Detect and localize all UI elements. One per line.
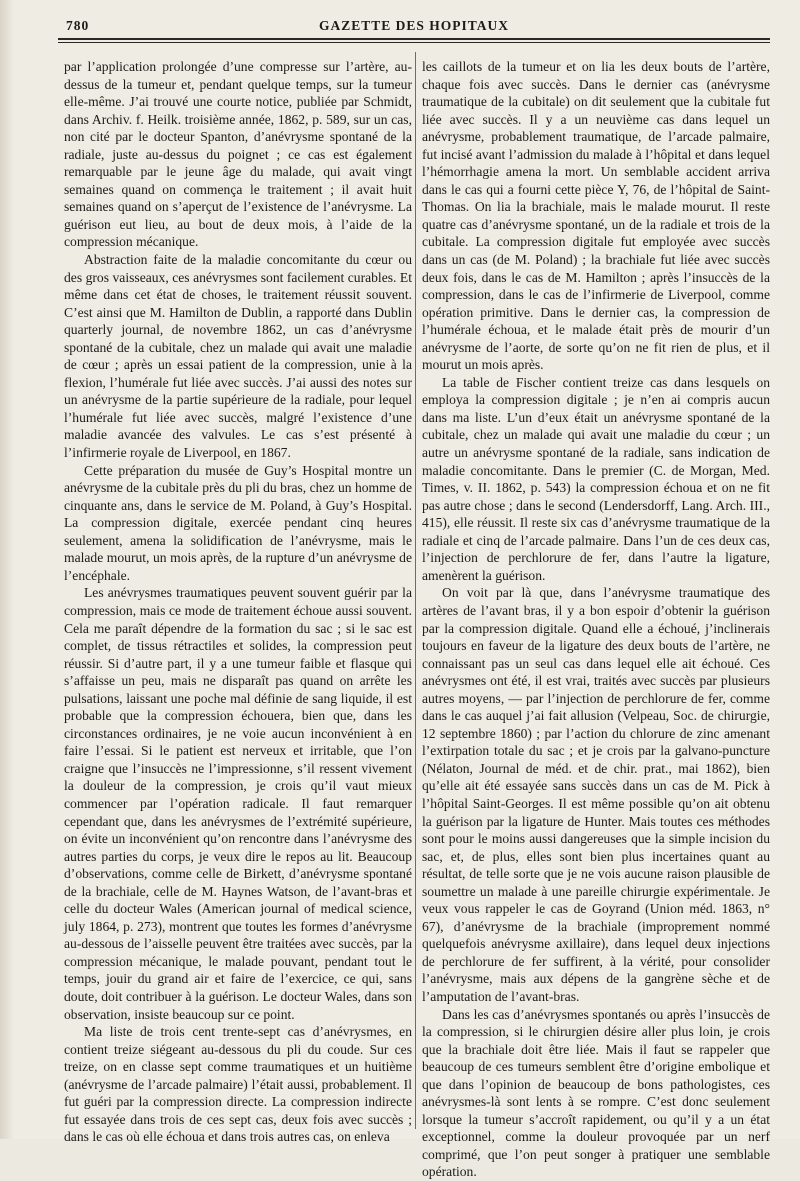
paragraph: On voit par là que, dans l’anévrysme traumatique des artères de l’avant bras, il y a bon espoir d’obtenir la guérison par la compression digitale. Quand elle a échoué, j’inclinerais toujours en faveur de la ligature des deux bouts de l’artère, ne connaissant pas un seul cas dans lequel elle ait échoué. Ces anévrysmes ont été, il est vrai, traités avec succès par plusieurs autres moyens, — par l’injection de perchlorure de fer, comme dans le cas auquel j’ai fait allusion (Velpeau, Soc. de chirurgie, 12 septembre 1860) ; par l’action du chlorure de zinc amenant l’extirpation totale du sac ; et je crois par la galvano-puncture (Nélaton, Journal de méd. et de chir. prat., mai 1862), bien qu’elle ait été essayée sans succès dans un cas de M. Pick à l’hôpital Saint-Georges. Il est même possible qu’on ait obtenu la guérison par la ligature de Hunter. Mais toutes ces méthodes sont pour le moins aussi dangereuses que la simple incision du sac, et, de plus, elles sont bien plus incertaines quant au résultat, de telle sorte que je ne vois aucune raison plausible de soumettre un malade à une pareille chirurgie expérimentale. Je veux vous rappeler le cas de Goyrand (Union méd. 1863, n° 67), d’anévrysme de la brachiale (improprement nommé quelquefois anévrysme axillaire), dans lequel deux injections de perchlorure de fer suffirent, à la vérité, pour consolider l’anévrysme, mais aux dépens de la gangrène sèche et de l’amputation de l’avant-bras.: [422, 585, 770, 1004]
page-number: 780: [66, 18, 90, 33]
right-column: [422, 58, 770, 1181]
left-column: [64, 58, 412, 1146]
header-rule-thick: [58, 38, 770, 40]
paragraph: Dans les cas d’anévrysmes spontanés ou après l’insuccès de la compression, si le chirurgien désire aller plus loin, je crois que la brachiale doit être liée. Mais il faut se rappeler que beaucoup de ces tumeurs semblent être d’origine embolique et que dans l’opinion de beaucoup de bons pathologistes, ces anévrysmes-là sont lents à se rompre. C’est donc seulement lorsque la tumeur s’accroît rapidement, ou qu’il y a un état exceptionnel, comme la douleur provoquée par un nerf comprimé, que l’on peut songer à pratiquer une semblable opération.: [422, 1006, 770, 1180]
paragraph: par l’application prolongée d’une compresse sur l’artère, au-dessus de la tumeur et, pendant quelque temps, sur la tumeur elle-même. J’ai trouvé une courte notice, publiée par Schmidt, dans Archiv. f. Heilk. troisième année, 1862, p. 589, sur un cas, non cité par le docteur Spanton, d’anévrysme spontané de la radiale, juste au-dessus du poignet ; ce cas est également remarquable par le jeune âge du malade, qui avait vingt semaines quand on commença le traitement ; il avait huit semaines quand on s’aperçut de l’existence de l’anévrysme. La guérison eut lieu, au bout de deux mois, à l’aide de la compression mécanique.: [64, 59, 412, 250]
page-edge-shadow: [0, 0, 14, 1139]
paragraph: Abstraction faite de la maladie concomitante du cœur ou des gros vaisseaux, ces anévrysmes sont facilement curables. Et même dans cet état de choses, le traitement réussit souvent. C’est ainsi que M. Hamilton de Dublin, a rapporté dans Dublin quarterly journal, de novembre 1862, un cas d’anévrysme spontané de la cubitale, chez un malade qui avait une maladie de cœur ; après un essai patient de la compression, unie à la flexion, l’humérale fut liée avec succès. J’ai aussi des notes sur un anévrysme de la partie supérieure de la radiale, pour lequel l’humérale fut liée avec succès, malgré l’existence d’une maladie avancée des valvules. Le cas s’est présenté à l’infirmerie royale de Liverpool, en 1867.: [64, 252, 412, 461]
page-header: [58, 16, 770, 36]
paragraph: les caillots de la tumeur et on lia les deux bouts de l’artère, chaque fois avec succès. Dans le dernier cas (anévrysme traumatique de la cubitale) on dit seulement que la cubitale fut liée avec succès. Il y a un neuvième cas dans lequel un anévrysme, probablement traumatique, de l’arcade palmaire, fut incisé avant l’admission du malade à l’hôpital et dans lequel l’hémorrhagie amena la mort. Un semblable accident arriva dans le cas qui a fourni cette pièce Y, 76, de l’hôpital de Saint-Thomas. On lia la brachiale, mais le malade mourut. Il reste quatre cas d’anévrysme spontané, un de la radiale et trois de la cubitale. La compression digitale fut employée avec succès dans un cas (de M. Poland) ; la brachiale fut liée avec succès deux fois, dans le cas de M. Hamilton ; après l’insuccès de la compression, dans le cas de l’infirmerie de Liverpool, comme opération primitive. Dans le dernier cas, la compression de l’humérale échoua, et le malade était près de mourir d’un anévrysme de l’aorte, de sorte qu’on ne fit rien de plus, et il mourut un mois après.: [422, 59, 770, 373]
column-divider: [415, 52, 416, 1129]
journal-title: GAZETTE DES HOPITAUX: [318, 18, 510, 33]
header-rule-thin: [58, 42, 770, 43]
paragraph: La table de Fischer contient treize cas dans lesquels on employa la compression digitale ; je n’en ai compris aucun dans ma liste. L’un d’eux était un anévrysme spontané de la cubitale, chez un malade qui avait une maladie du cœur ; un autre un anévrysme spontané de la radiale, sans indication de maladie concomitante. Dans le premier (C. de Morgan, Med. Times, v. II. 1862, p. 543) la compression échoua et on ne fit pas autre chose ; dans le second (Lendersdorff, Lang. Arch. III., 415), elle réussit. Il reste six cas d’anévrysme traumatique de la radiale et cinq de l’arcade palmaire. Dans l’un de ces deux cas, l’injection de perchlorure de fer, dans l’autre la ligature, amenèrent la guérison.: [422, 374, 770, 583]
paragraph: Les anévrysmes traumatiques peuvent souvent guérir par la compression, mais ce mode de traitement échoue aussi souvent. Cela me paraît dépendre de la formation du sac ; si le sac est complet, de tissus rétractiles et solides, la compression peut réussir. Si d’autre part, il y a une tumeur faible et flasque qui s’affaisse un peu, mais ne disparaît pas quand on arrête les pulsations, laissant une poche mal définie de sang liquide, il est probable que la compression échouera, bien que, dans les circonstances ordinaires, je ne voie aucun inconvénient à en faire l’essai. Si le patient est nerveux et irritable, que l’on craigne que l’insuccès ne l’impressionne, s’il ressent vivement la douleur de la compression, je crois qu’il vaut mieux commencer par l’opération radicale. Il faut remarquer cependant que, dans les anévrysmes de l’extrémité supérieure, on évite un inconvénient qu’on rencontre dans l’anévrysme des autres parties du corps, je veux dire le repos au lit. Beaucoup d’observations, comme celle de Birkett, d’anévrysme spontané de la brachiale, celle de M. Haynes Watson, de l’avant-bras et celle du docteur Wales (American journal of medical science, july 1864, p. 273), montrent que toutes les formes d’anévrysme au-dessous de l’aisselle peuvent être traitées avec succès, par la compression mécanique, le malade pouvant, pendant tout le temps, jouir du grand air et faire de l’exercice, ce qui, sans doute, doit contribuer à la guérison. Le docteur Wales, dans son observation, insiste beaucoup sur ce point.: [64, 585, 412, 1022]
paragraph: Ma liste de trois cent trente-sept cas d’anévrysmes, en contient treize siégeant au-dessous du pli du coude. Sur ces treize, on en classe sept comme traumatiques et un huitième (anévrysme de l’arcade palmaire) l’était aussi, probablement. Il fut guéri par la compression directe. La compression indirecte fut essayée dans trois de ces sept cas, deux fois avec succès ; dans le cas où elle échoua et dans trois autres cas, on enleva: [64, 1024, 412, 1145]
paragraph: Cette préparation du musée de Guy’s Hospital montre un anévrysme de la cubitale près du pli du bras, chez un homme de cinquante ans, dans le service de M. Poland, à Guy’s Hospital. La compression digitale, exercée pendant cinq heures seulement, amena la solidification de l’anévrysme, mais le malade mourut, un mois après, de la rupture d’un anévrysme de l’encéphale.: [64, 462, 412, 583]
